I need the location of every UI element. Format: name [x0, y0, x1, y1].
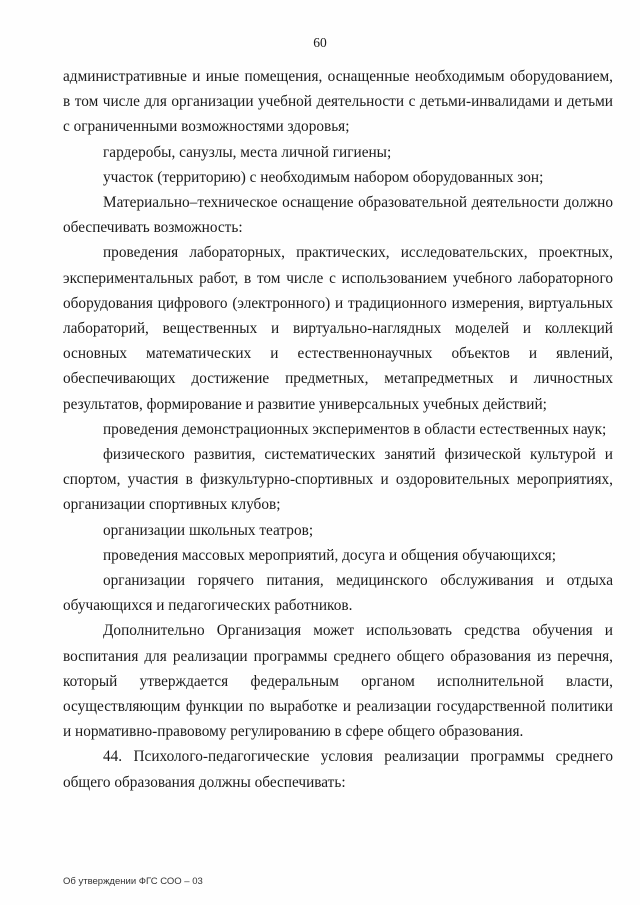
document-body	[63, 64, 613, 795]
paragraph-territory: участок (территорию) с необходимым набором оборудованных зон;	[103, 168, 544, 186]
page-number: 60	[313, 35, 327, 50]
page-footer: Об утверждении ФГС СОО – 03	[63, 876, 203, 887]
paragraph-catering: организации горячего питания, медицинского обслуживания и отдыха обучающихся и педагогических работников.	[63, 572, 613, 615]
paragraph-physical-development: физического развития, систематических занятий физической культурой и спортом, участия в физкультурно-спортивных и оздоровительных мероприятиях, организации спортивных клубов;	[63, 446, 613, 514]
paragraph-cloakrooms: гардеробы, санузлы, места личной гигиены;	[103, 143, 392, 161]
paragraph-premises: административные и иные помещения, оснащенные необходимым оборудованием, в том числе для организации учебной деятельности с детьми-инвалидами и детьми с ограниченными возможностями здоровья;	[63, 68, 613, 136]
paragraph-school-theatres: организации школьных театров;	[103, 521, 314, 539]
paragraph-section-44: 44. Психолого-педагогические условия реализации программы среднего общего образования должны обеспечивать:	[63, 748, 613, 791]
paragraph-mass-events: проведения массовых мероприятий, досуга и общения обучающихся;	[103, 546, 556, 564]
paragraph-additional-means: Дополнительно Организация может использовать средства обучения и воспитания для реализации программы среднего общего образования из перечня, который утверждается федеральным органом исполнительной власти, осуществляющим функции по выработке и реализации государственной политики и нормативно-правовому регулированию в сфере общего образования.	[63, 622, 613, 741]
paragraph-lab-work: проведения лабораторных, практических, исследовательских, проектных, экспериментальных работ, в том числе с использованием учебного лабораторного оборудования цифрового (электронного) и традиционного измерения, виртуальных лабораторий, вещественных и виртуально-наглядных моделей и коллекций основных математических и естественнонаучных объектов и явлений, обеспечивающих достижение предметных, метапредметных и личностных результатов, формирование и развитие универсальных учебных действий;	[63, 244, 613, 413]
paragraph-technical-equipment: Материально–техническое оснащение образовательной деятельности должно обеспечивать возможность:	[63, 194, 613, 237]
paragraph-demonstrations: проведения демонстрационных экспериментов в области естественных наук;	[103, 420, 607, 438]
